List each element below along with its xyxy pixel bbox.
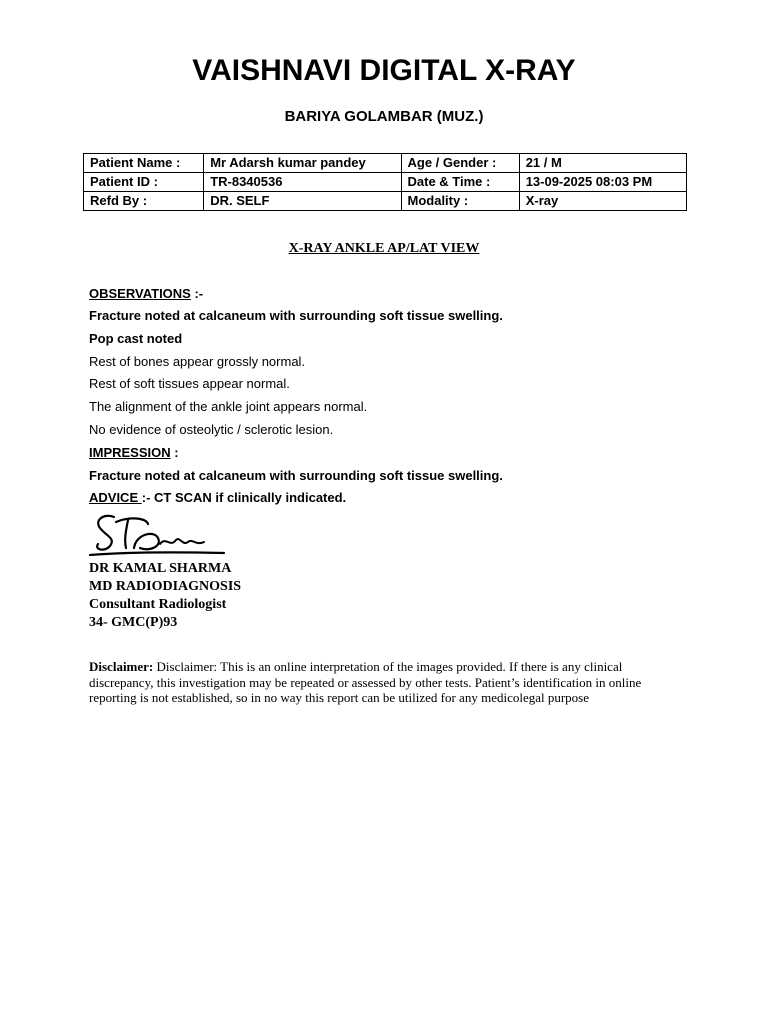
- refd-by-value: DR. SELF: [204, 192, 401, 211]
- impression-text: Fracture noted at calcaneum with surrounding soft tissue swelling.: [89, 468, 503, 483]
- doctor-role: Consultant Radiologist: [89, 597, 227, 612]
- advice-label: ADVICE: [89, 490, 142, 505]
- date-time-label: Date & Time :: [401, 173, 519, 192]
- refd-by-label: Refd By :: [84, 192, 204, 211]
- age-gender-value: 21 / M: [519, 154, 686, 173]
- disclaimer-label: Disclaimer:: [89, 659, 154, 674]
- observations-heading: [89, 286, 203, 301]
- disclaimer: [89, 659, 689, 706]
- signature: [86, 508, 231, 560]
- observation-line: Pop cast noted: [89, 331, 183, 346]
- modality-label: Modality :: [401, 192, 519, 211]
- observation-line: No evidence of osteolytic / sclerotic lesion.: [89, 422, 334, 437]
- table-row: [84, 192, 687, 211]
- doctor-name: DR KAMAL SHARMA: [89, 561, 232, 576]
- doctor-registration: 34- GMC(P)93: [89, 615, 178, 630]
- advice-line: [89, 490, 346, 505]
- impression-label: IMPRESSION: [89, 445, 171, 460]
- observations-label: OBSERVATIONS: [89, 286, 191, 301]
- patient-id-value: TR-8340536: [204, 173, 401, 192]
- observation-line: The alignment of the ankle joint appears normal.: [89, 399, 368, 414]
- centre-address: BARIYA GOLAMBAR (MUZ.): [284, 108, 484, 125]
- exam-title: X-RAY ANKLE AP/LAT VIEW: [288, 241, 480, 256]
- impression-heading: [89, 445, 179, 460]
- observation-line: Rest of soft tissues appear normal.: [89, 376, 290, 391]
- date-time-value: 13-09-2025 08:03 PM: [519, 173, 686, 192]
- patient-name-value: Mr Adarsh kumar pandey: [204, 154, 401, 173]
- observation-line: Fracture noted at calcaneum with surrounding soft tissue swelling.: [89, 308, 503, 323]
- observation-line: Rest of bones appear grossly normal.: [89, 354, 306, 369]
- disclaimer-text: Disclaimer: This is an online interpretation of the images provided. If there is any clinical discrepancy, this investigation may be repeated or assessed by other tests. Patient’s identification in online reporting is not established, so in no way this report can be utilized for any medicolegal purpose: [89, 659, 642, 705]
- impression-suffix: :: [170, 445, 179, 460]
- modality-value: X-ray: [519, 192, 686, 211]
- report-title: VAISHNAVI DIGITAL X-RAY: [192, 54, 576, 87]
- observations-suffix: :-: [190, 286, 204, 301]
- advice-text: :- CT SCAN if clinically indicated.: [141, 490, 347, 505]
- patient-info-table: [83, 153, 687, 211]
- patient-name-label: Patient Name :: [84, 154, 204, 173]
- patient-id-label: Patient ID :: [84, 173, 204, 192]
- age-gender-label: Age / Gender :: [401, 154, 519, 173]
- doctor-degree: MD RADIODIAGNOSIS: [89, 579, 242, 594]
- table-row: [84, 173, 687, 192]
- table-row: [84, 154, 687, 173]
